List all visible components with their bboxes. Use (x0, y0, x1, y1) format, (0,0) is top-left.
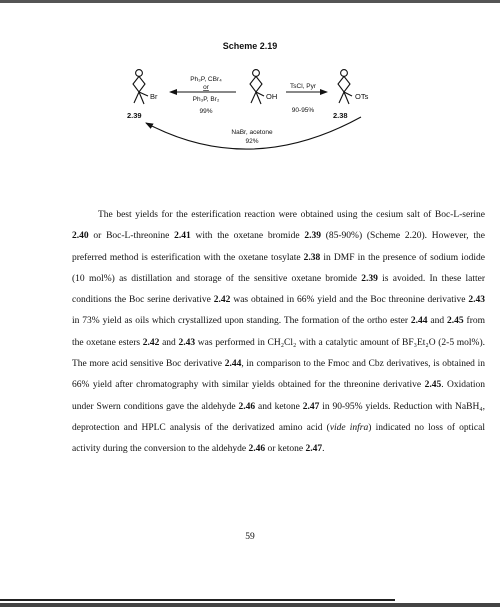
text-run: in DMF in the presence of sodium iodide (10 mol%) as distillation and storage of the sensitive oxetane bromide (72, 252, 485, 284)
alcohol-substituent: OH (266, 92, 278, 101)
compound-ref: 2.45 (424, 380, 442, 391)
compound-ref: 2.43 (468, 295, 485, 306)
bottom-rule (0, 599, 395, 601)
paragraph-text (72, 205, 485, 461)
text-run: or Boc-L-threonine (88, 231, 175, 242)
compound-ref: 2.39 (361, 273, 378, 284)
left-arrow-reagent-or: or (203, 84, 209, 91)
curved-arrow-yield: 92% (245, 138, 259, 145)
right-arrow-yield: 90-95% (291, 107, 315, 114)
compound-ref: 2.40 (72, 231, 89, 242)
scheme-title: Scheme 2.19 (222, 41, 278, 51)
text-run: The best yields for the esterification reaction were obtained using the cesium salt of Boc-L-serine (98, 210, 485, 220)
text-run: was obtained in 66% yield and the Boc threonine derivative (230, 295, 469, 306)
text-run: is avoided. In these latter conditions the Boc serine derivative (72, 273, 485, 306)
compound-ref: 2.44 (224, 359, 242, 370)
compound-ref: 2.46 (248, 444, 266, 455)
tosylate-substituent: OTs (355, 92, 369, 101)
text-run: was performed in CH₂Cl₂ with a catalytic amount of BF₃Et₂O (2-5 mol%). The more acid sensitive Boc derivative (72, 337, 485, 370)
curved-arrow-reagent: NaBr, acetone (231, 129, 273, 136)
body-paragraph (72, 205, 485, 461)
compound-ref: 2.43 (178, 337, 196, 348)
text-run: (85-90%) (Scheme 2.20). However, the preferred method is esterification with the oxetane tosylate (72, 231, 485, 263)
compound-ref: 2.47 (305, 444, 323, 455)
right-arrow-reagent: TsCl, Pyr (290, 83, 316, 90)
alcohol-structure (250, 70, 264, 104)
tosylate-structure (338, 70, 352, 104)
text-run: and (427, 316, 448, 327)
text-run: from the oxetane esters (72, 316, 486, 348)
text-run: in 90-95% yields. Reduction with NaBH₄, deprotection and HPLC analysis of the derivatized amino acid ( (72, 401, 485, 433)
compound-ref: 2.42 (142, 337, 160, 348)
text-run: with the oxetane bromide (190, 231, 305, 242)
text-run: in 73% yield as oils which crystallized upon standing. The formation of the ortho ester (72, 316, 411, 327)
compound-ref: 2.42 (213, 295, 231, 306)
text-run: . (322, 444, 325, 455)
reaction-scheme (0, 0, 500, 200)
text-run: . Oxidation under Swern conditions gave the aldehyde (72, 380, 485, 412)
compound-ref: 2.44 (410, 316, 428, 327)
tosylate-compound-label: 2.38 (333, 111, 348, 120)
left-arrow-reagent-top: Ph₃P, CBr₄ (190, 76, 222, 83)
compound-ref: 2.45 (447, 316, 464, 327)
text-run: ) indicated no loss of optical activity during the conversion to the aldehyde (72, 422, 485, 455)
bromide-compound-label: 2.39 (127, 111, 142, 120)
text-run: or ketone (265, 444, 306, 455)
text-run: , in comparison to the Fmoc and Cbz derivatives, is obtained in 66% yield after chromatography with similar yields obtained for the threonine derivative (72, 359, 485, 391)
page-bottom-border (0, 603, 500, 607)
page-number: 59 (245, 532, 255, 542)
text-run: and (159, 337, 179, 348)
latin-phrase: vide infra (329, 422, 369, 433)
compound-ref: 2.46 (238, 401, 256, 412)
compound-ref: 2.41 (174, 231, 191, 242)
left-arrow-reagent-bottom: Ph₃P, Br₂ (192, 96, 220, 103)
bromide-structure (133, 70, 148, 104)
compound-ref: 2.38 (303, 252, 321, 263)
compound-ref: 2.47 (302, 401, 320, 412)
left-arrow-yield: 99% (199, 108, 213, 115)
compound-ref: 2.39 (304, 231, 321, 242)
text-run: and ketone (255, 401, 303, 412)
bromide-substituent: Br (150, 92, 158, 101)
